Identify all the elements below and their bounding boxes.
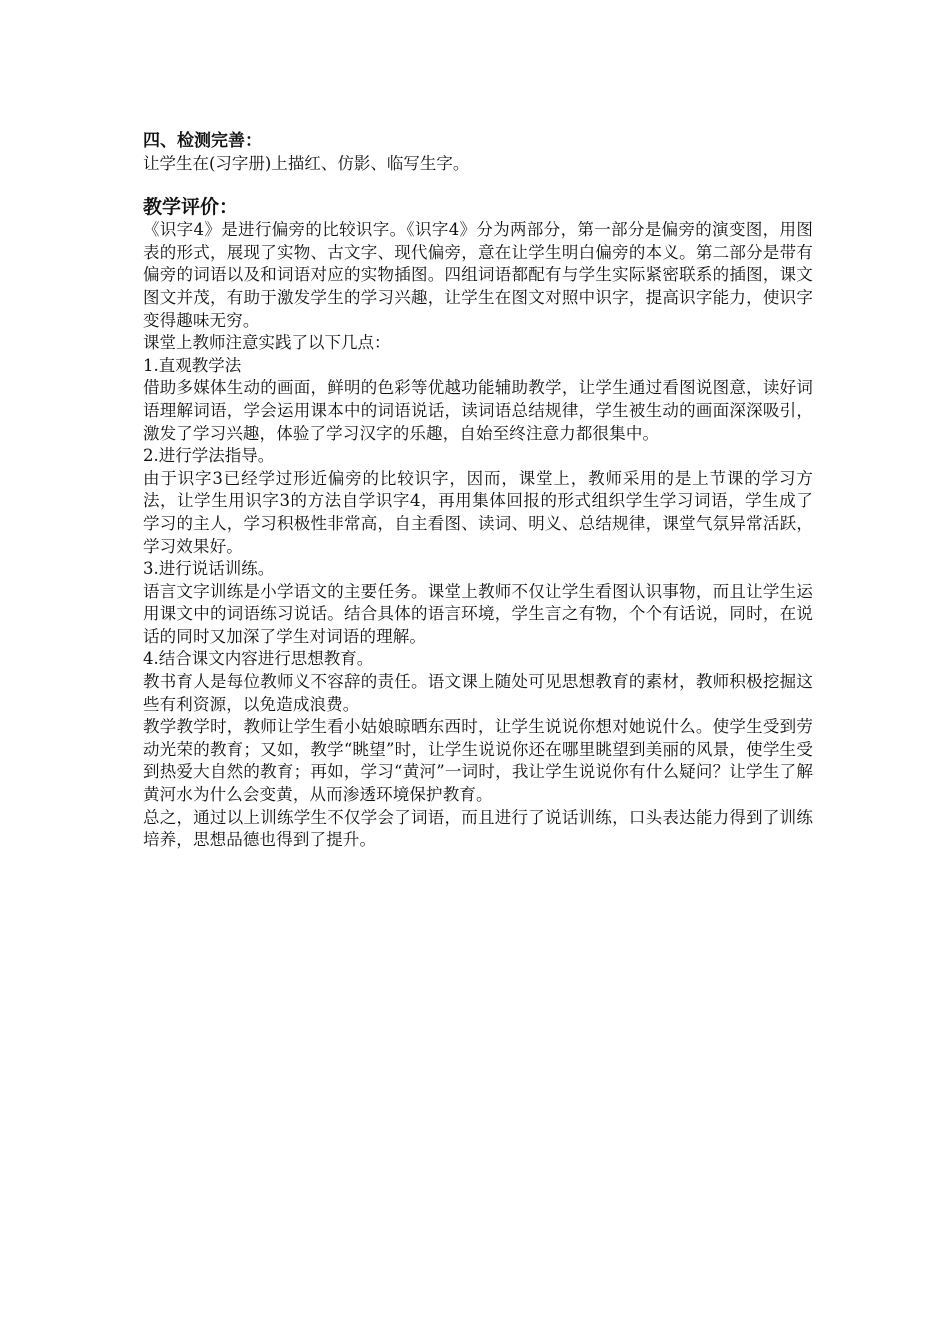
point2-title: 2.进行学法指导。 — [143, 446, 275, 466]
point2-text: 由于识字3已经学过形近偏旁的比较识字，因而，课堂上，教师采用的是上节课的学习方法，让学生用识字3的方法自学识字4，再用集体回报的形式组织学生学习词语，学生成了学习的主人，学习积极性非常高，自主看图、读词、明义、总结规律，课堂气氛异常活跃，学习效果好。 — [143, 468, 813, 556]
point3-text: 语言文字训练是小学语文的主要任务。课堂上教师不仅让学生看图认识事物，而且让学生运用课文中的词语练习说话。结合具体的语言环境，学生言之有物，个个有话说，同时，在说话的同时又加深了学生对词语的理解。 — [143, 581, 813, 646]
point4-title: 4.结合课文内容进行思想教育。 — [143, 649, 374, 669]
example-text: 教学教学时，教师让学生看小姑娘晾晒东西时，让学生说说你想对她说什么。使学生受到劳动光荣的教育；又如，教学“眺望”时，让学生说说你还在哪里眺望到美丽的风景，使学生受到热爱大自然的教育；再如，学习“黄河”一词时，我让学生说说你有什么疑问？让学生了解黄河水为什么会变黄，从而渗透环境保护教育。 — [143, 717, 813, 805]
evaluation-intro: 《识字4》是进行偏旁的比较识字。《识字4》分为两部分，第一部分是偏旁的演变图，用图表的形式，展现了实物、古文字、现代偏旁，意在让学生明白偏旁的本义。第二部分是带有偏旁的词语以及和词语对应的实物插图。四组词语都配有与学生实际紧密联系的插图，课文图文并茂，有助于激发学生的学习兴趣，让学生在图文对照中识字，提高识字能力，使识字变得趣味无穷。 — [143, 220, 813, 330]
evaluation-heading: 教学评价： — [143, 196, 239, 219]
point1-title: 1.直观教学法 — [143, 355, 242, 375]
point1-text: 借助多媒体生动的画面，鲜明的色彩等优越功能辅助教学，让学生通过看图说图意，读好词语理解词语，学会运用课本中的词语说话，读词语总结规律，学生被生动的画面深深吸引，激发了学习兴趣，体验了学习汉字的乐趣，自始至终注意力都很集中。 — [143, 378, 813, 443]
evaluation-lead: 课堂上教师注意实践了以下几点： — [143, 333, 391, 353]
point3-title: 3.进行说话训练。 — [143, 559, 275, 579]
section4-text: 让学生在(习字册)上描红、仿影、临写生字。 — [143, 153, 470, 173]
point4-text: 教书育人是每位教师义不容辞的责任。语文课上随处可见思想教育的素材，教师积极挖掘这些有利资源，以免造成浪费。 — [143, 672, 813, 714]
summary-text: 总之，通过以上训练学生不仅学会了词语，而且进行了说话训练，口头表达能力得到了训练培养，思想品德也得到了提升。 — [143, 807, 813, 850]
document-page — [143, 130, 813, 852]
section4-heading: 四、检测完善： — [143, 131, 262, 151]
